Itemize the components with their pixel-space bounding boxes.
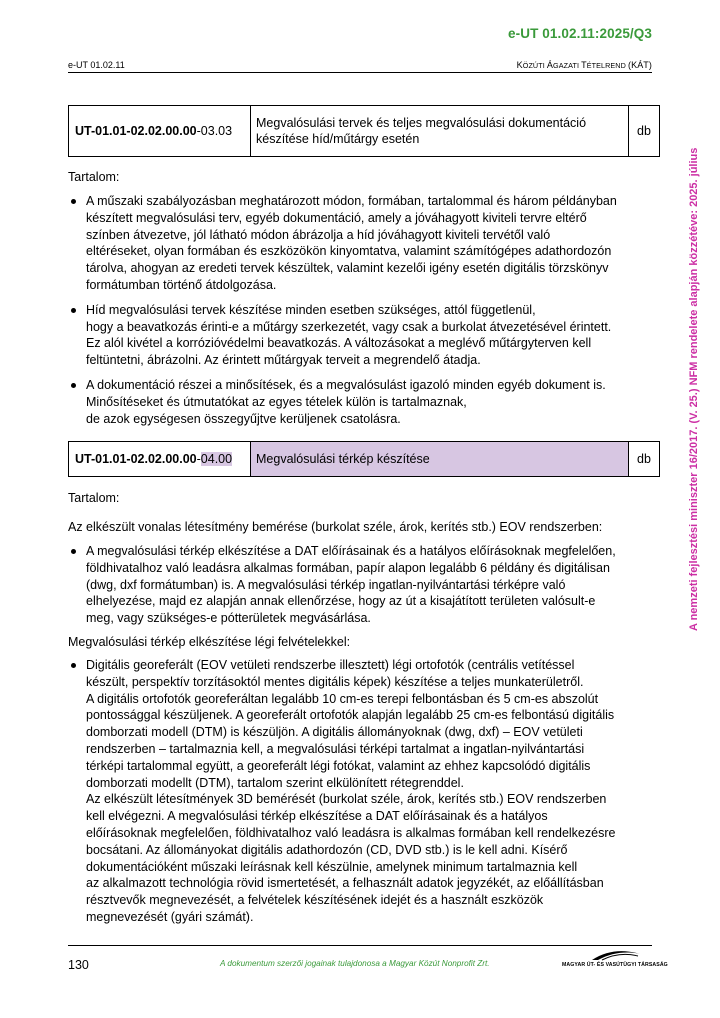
header-right: KÖZÚTI ÁGAZATI TÉTELREND (KÁT)	[516, 60, 652, 70]
list-item: A dokumentáció részei a minősítések, és a megvalósulást igazoló minden egyéb dokument is. Minősítéseket és útmutatókat az egyes tételek külön is tartalmaznak, de azok egységesen összegyűjtve kerüljenek csatolásra.	[68, 377, 660, 427]
footer-rule	[68, 945, 652, 946]
item-table-1	[68, 105, 660, 157]
content-label-2: Tartalom:	[68, 491, 120, 505]
section-1-bullets	[68, 193, 660, 427]
item-unit: db	[637, 124, 651, 138]
item-title: Megvalósulási térkép készítése	[251, 442, 629, 476]
item-code: UT-01.01-02.02.00.00 -03.03	[69, 106, 251, 156]
list-item: Híd megvalósulási tervek készítése minden esetben szükséges, attól függetlenül, hogy a beavatkozás érinti-e a műtárgy szerkezetét, vagy csak a burkolat átvezetésével érintett. Ez alól kivétel a korrózióvédelmi beavatkozás. A változásokat a meglévő műtárgyterven kell feltüntetni, ábrázolni. Az érintett műtárgyak terveit a megrendelő átadja.	[68, 302, 660, 369]
copyright-notice: A dokumentum szerzői jogainak tulajdonosa a Magyar Közút Nonprofit Zrt.	[220, 959, 490, 968]
header-rule	[68, 72, 652, 73]
item-title: Megvalósulási tervek és teljes megvalósulási dokumentáció készítése híd/műtárgy esetén	[251, 106, 629, 156]
item-unit: db	[637, 452, 651, 466]
side-publication-note: A nemzeti fejlesztési miniszter 16/2017. (V. 25.) NFM rendelete alapján közzétéve: 2025. július	[688, 147, 700, 631]
item-table-2	[68, 441, 660, 477]
page-number: 130	[68, 958, 89, 972]
section-2-bullet-2	[68, 657, 660, 926]
list-item: A megvalósulási térkép elkészítése a DAT előírásainak és a hatályos előírásoknak megfelelően, földhivatalhoz való leadásra alkalmas formában, papír alapon legalább 6 példány és digitálisan (dwg, dxf formátumban) is. A megvalósulási térkép ingatlan-nyilvántartási térképre való elhelyezése, majd ez alapján annak ellenőrzése, hogy az út a kisajátított területen valósult-e meg, vagy szükséges-e pótterületek megvásárlása.	[68, 543, 660, 627]
section-2-bullet-1	[68, 543, 660, 627]
list-item: Digitális georeferált (EOV vetületi rendszerbe illesztett) légi ortofotók (centrális vetítéssel készült, perspektív torzításoktól mentes digitális képek) készítése a teljes munkaterületről. A digitális ortofotók georeferáltan legalább 10 cm-es terepi felbontásban és 5 cm-es abszolút pontossággal készüljenek. A georeferált ortofotók alapján legalább 25 cm-es felbontású digitális domborzati modell (DTM) is készüljön. A digitális állományoknak (dwg, dxf) – EOV vetületi rendszerben – tartalmaznia kell, a megvalósulási térképi tartalmat a ingatlan-nyilvántartási térképi tartalommal együtt, a georeferált légi fotókat, valamint az ehhez kapcsolódó digitális domborzati modellt (DTM), tartalom szerint elkülönített rétegrenddel. Az elkészült létesítmények 3D bemérését (burkolat széle, árok, kerítés stb.) EOV rendszerben kell elvégezni. A megvalósulási térkép elkészítése a DAT előírásainak és a hatályos előírásoknak megfelelően, földhivatalhoz való leadásra is alkalmas formában kell rendelkezésre bocsátani. Az állományokat digitális adathordozón (CD, DVD stb.) is le kell adni. Kísérő dokumentációként műszaki leírásnak kell készülnie, amelynek minimum tartalmaznia kell az alkalmazott technológia rövid ismertetését, a felhasznált adatok jegyzékét, az előállításban résztvevők megnevezését, a felvételek készítésének idejét és a használt eszközök megnevezését (gyári számát).	[68, 657, 660, 926]
logo-text: MAGYAR ÚT- ÉS VASÚTÜGYI TÁRSASÁG	[562, 962, 668, 968]
header-left: e-UT 01.02.11	[68, 60, 125, 70]
content-label-1: Tartalom:	[68, 170, 120, 184]
document-code: e-UT 01.02.11:2025/Q3	[508, 26, 652, 41]
society-logo	[562, 948, 668, 970]
section-2-label-2: Megvalósulási térkép elkészítése légi felvételekkel:	[68, 635, 351, 649]
logo-swoosh-icon	[562, 948, 654, 962]
list-item: A műszaki szabályozásban meghatározott módon, formában, tartalommal és három példányban készített megvalósulási terv, egyéb dokumentáció, amely a jóváhagyott kiviteli tervre eltérő színben átvezetve, jól látható módon ábrázolja a híd jóváhagyott kiviteli tervétől való eltéréseket, olyan formában és eszközökön kinyomtatva, valamint számítógépes adathordozón tárolva, ahogyan az eredeti tervek készültek, valamint kezelői igény esetén digitális törzskönyv formátumban történő átdolgozása.	[68, 193, 660, 294]
section-2-intro: Az elkészült vonalas létesítmény bemérése (burkolat széle, árok, kerítés stb.) EOV rendszerben:	[68, 520, 603, 534]
item-code: UT-01.01-02.02.00.00 - 04.00	[69, 442, 251, 476]
